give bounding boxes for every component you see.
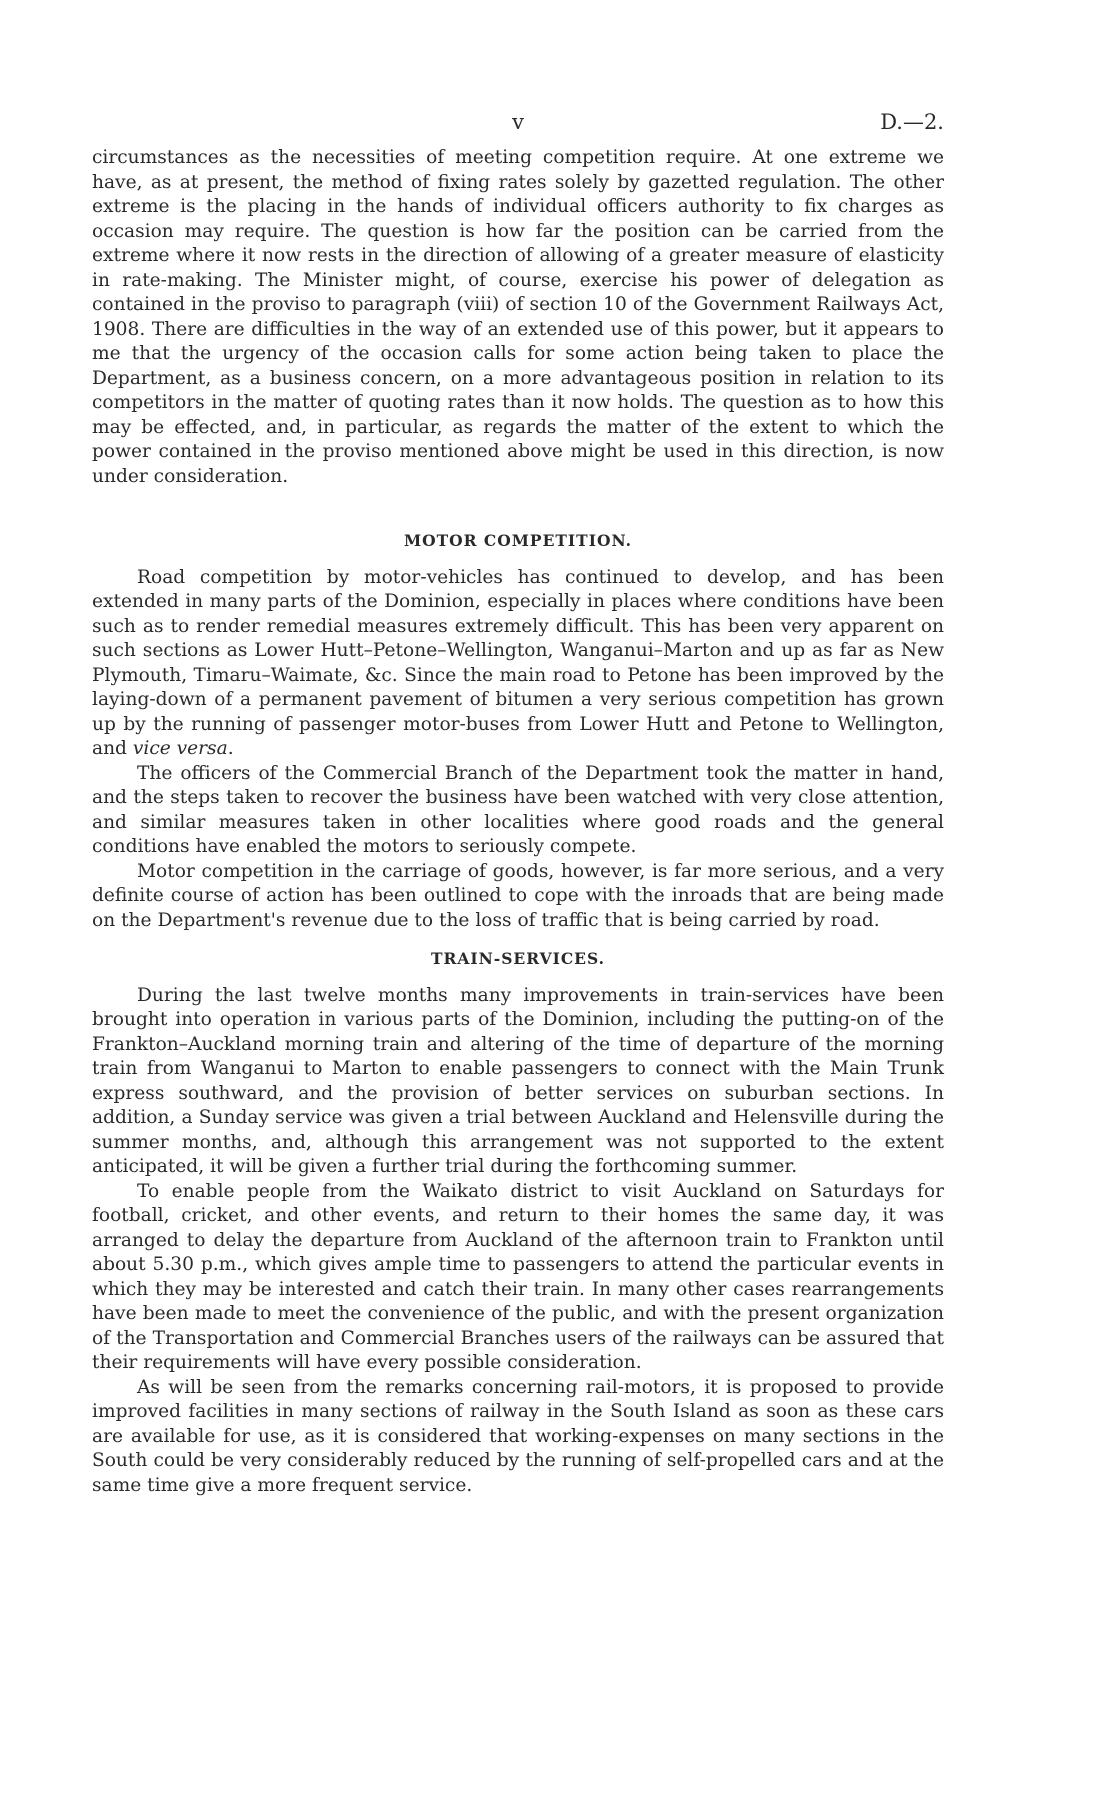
motor-paragraph-1-text: Road competition by motor-vehicles has continued to develop, and has been extended in many parts of the Dominion, especially in places where conditions have been such as to render remedial measures extremely difficult. This has been very apparent on such sections as Lower Hutt–Petone–Wellington, Wanganui–Marton and up as far as New Plymouth, Timaru–Waimate, &c. Since the main road to Petone has been improved by the laying-down of a permanent pavement of bitumen a very serious competition has grown up by the running of passenger motor-buses from Lower Hutt and Petone to Wellington, and xyxy=(92,566,944,759)
train-paragraph-2: To enable people from the Waikato district to visit Auckland on Saturdays for football, cricket, and other events, and return to their homes the same day, it was arranged to delay the departure from Auckland of the afternoon train to Frankton until about 5.30 p.m., which gives ample time to passengers to attend the particular events in which they may be interested and catch their train. In many other cases rearrangements have been made to meet the convenience of the public, and with the present organization of the Transportation and Commercial Branches users of the railways can be assured that their requirements will have every possible consideration. xyxy=(92,1180,944,1373)
train-paragraph-1: During the last twelve months many improvements in train-services have been brought into operation in various parts of the Dominion, including the putting-on of the Frankton–Auckland morning train and altering of the time of departure of the morning train from Wanganui to Marton to enable passengers to connect with the Main Trunk express southward, and the provision of better services on suburban sections. In addition, a Sunday service was given a trial between Auckland and Helensville during the summer months, and, although this arrangement was not supported to the extent anticipated, it will be given a further trial during the forthcoming summer. xyxy=(92,984,944,1177)
motor-paragraph-1-italic: vice versa xyxy=(132,738,228,759)
motor-paragraph-2: The officers of the Commercial Branch of the Department took the matter in hand, and the steps taken to recover the business have been watched with very close attention, and similar measures taken in other localities where good roads and the general conditions have enabled the motors to seriously compete. xyxy=(92,762,944,857)
document-body xyxy=(92,146,944,1498)
page-header xyxy=(92,110,944,140)
motor-paragraph-1-end: . xyxy=(227,738,234,759)
intro-paragraph: circumstances as the necessities of meeting competition require. At one extreme we have, as at present, the method of fixing rates solely by gazetted regulation. The other extreme is the placing in the hands of individual officers authority to fix charges as occasion may require. The question is how far the position can be carried from the extreme where it now rests in the direction of allowing of a greater measure of elasticity in rate-making. The Minister might, of course, exercise his power of delegation as contained in the proviso to paragraph (viii) of section 10 of the Government Railways Act, 1908. There are difficulties in the way of an extended use of this power, but it appears to me that the urgency of the occasion calls for some action being taken to place the Department, as a business concern, on a more advantageous position in relation to its competitors in the matter of quoting rates than it now holds. The question as to how this may be effected, and, in particular, as regards the matter of the extent to which the power contained in the proviso mentioned above might be used in this direction, is now under consideration. xyxy=(92,147,944,487)
document-reference: D.—2. xyxy=(880,110,944,134)
train-paragraph-3: As will be seen from the remarks concerning rail-motors, it is proposed to provide improved facilities in many sections of railway in the South Island as soon as these cars are available for use, as it is considered that working-expenses on many sections in the South could be very considerably reduced by the running of self-propelled cars and at the same time give a more frequent service. xyxy=(92,1376,944,1496)
page-number: v xyxy=(512,110,524,134)
motor-paragraph-3: Motor competition in the carriage of goods, however, is far more serious, and a very definite course of action has been outlined to cope with the inroads that are being made on the Department's revenue due to the loss of traffic that is being carried by road. xyxy=(92,860,944,931)
motor-paragraph-1 xyxy=(92,566,944,762)
section-heading-train-services: TRAIN-SERVICES. xyxy=(430,949,606,968)
section-heading-motor-competition: MOTOR COMPETITION. xyxy=(403,531,633,550)
